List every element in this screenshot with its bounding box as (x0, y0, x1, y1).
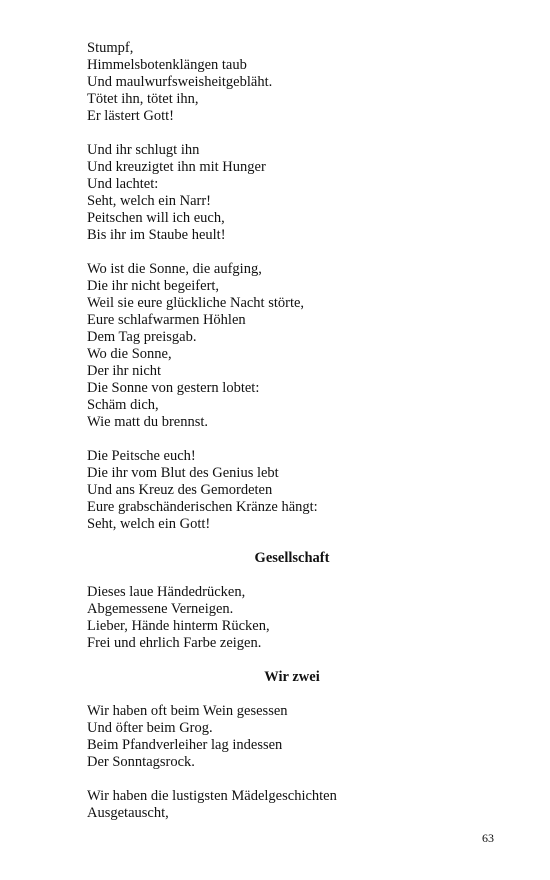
page-number: 63 (482, 831, 494, 845)
verse-line: Wir haben die lustigsten Mädelgeschichten (87, 788, 337, 804)
poem-title: Gesellschaft (254, 550, 330, 566)
stanza (87, 448, 497, 533)
verse-line: Wo ist die Sonne, die aufging, (87, 261, 262, 277)
verse-line: Und ihr schlugt ihn (87, 142, 200, 158)
stanza (87, 703, 497, 771)
verse-line: Er lästert Gott! (87, 108, 174, 124)
verse-line: Der Sonntagsrock. (87, 754, 195, 770)
verse-line: Tötet ihn, tötet ihn, (87, 91, 199, 107)
verse-line: Frei und ehrlich Farbe zeigen. (87, 635, 262, 651)
verse-line: Weil sie eure glückliche Nacht störte, (87, 295, 305, 311)
verse-line: Dieses laue Händedrücken, (87, 584, 246, 600)
title-gap (87, 567, 497, 584)
verse-line: Die Sonne von gestern lobtet: (87, 380, 260, 396)
verse-line: Und maulwurfsweisheitgebläht. (87, 74, 273, 90)
verse-line: Seht, welch ein Narr! (87, 193, 212, 209)
verse-line: Abgemessene Verneigen. (87, 601, 234, 617)
verse-line: Und kreuzigtet ihn mit Hunger (87, 159, 266, 175)
verse-line: Wir haben oft beim Wein gesessen (87, 703, 288, 719)
verse-line: Ausgetauscht, (87, 805, 169, 821)
section-gap (87, 652, 497, 669)
verse-line: Seht, welch ein Gott! (87, 516, 211, 532)
stanza-gap (87, 431, 497, 448)
verse-line: Wo die Sonne, (87, 346, 172, 362)
verse-line: Und öfter beim Grog. (87, 720, 213, 736)
verse-line: Eure grabschänderischen Kränze hängt: (87, 499, 318, 515)
verse-line: Der ihr nicht (87, 363, 162, 379)
verse-line: Dem Tag preisgab. (87, 329, 197, 345)
verse-line: Peitschen will ich euch, (87, 210, 225, 226)
stanza (87, 584, 497, 652)
verse-line: Lieber, Hände hinterm Rücken, (87, 618, 270, 634)
verse-line: Und lachtet: (87, 176, 159, 192)
verse-line: Eure schlafwarmen Höhlen (87, 312, 246, 328)
stanza (87, 142, 497, 244)
page-content (87, 40, 497, 822)
verse-line: Stumpf, (87, 40, 134, 56)
verse-line: Die Peitsche euch! (87, 448, 196, 464)
poem-title: Wir zwei (264, 669, 320, 685)
verse-line: Die ihr vom Blut des Genius lebt (87, 465, 279, 481)
section-gap (87, 533, 497, 550)
stanza-gap (87, 771, 497, 788)
verse-line: Wie matt du brennst. (87, 414, 209, 430)
verse-line: Bis ihr im Staube heult! (87, 227, 226, 243)
verse-line: Himmelsbotenklängen taub (87, 57, 247, 73)
stanza-gap (87, 125, 497, 142)
stanza-gap (87, 244, 497, 261)
stanza (87, 40, 497, 125)
title-gap (87, 686, 497, 703)
verse-line: Die ihr nicht begeifert, (87, 278, 220, 294)
verse-line: Und ans Kreuz des Gemordeten (87, 482, 273, 498)
stanza (87, 261, 497, 431)
verse-line: Beim Pfandverleiher lag indessen (87, 737, 283, 753)
stanza (87, 788, 497, 822)
verse-line: Schäm dich, (87, 397, 159, 413)
